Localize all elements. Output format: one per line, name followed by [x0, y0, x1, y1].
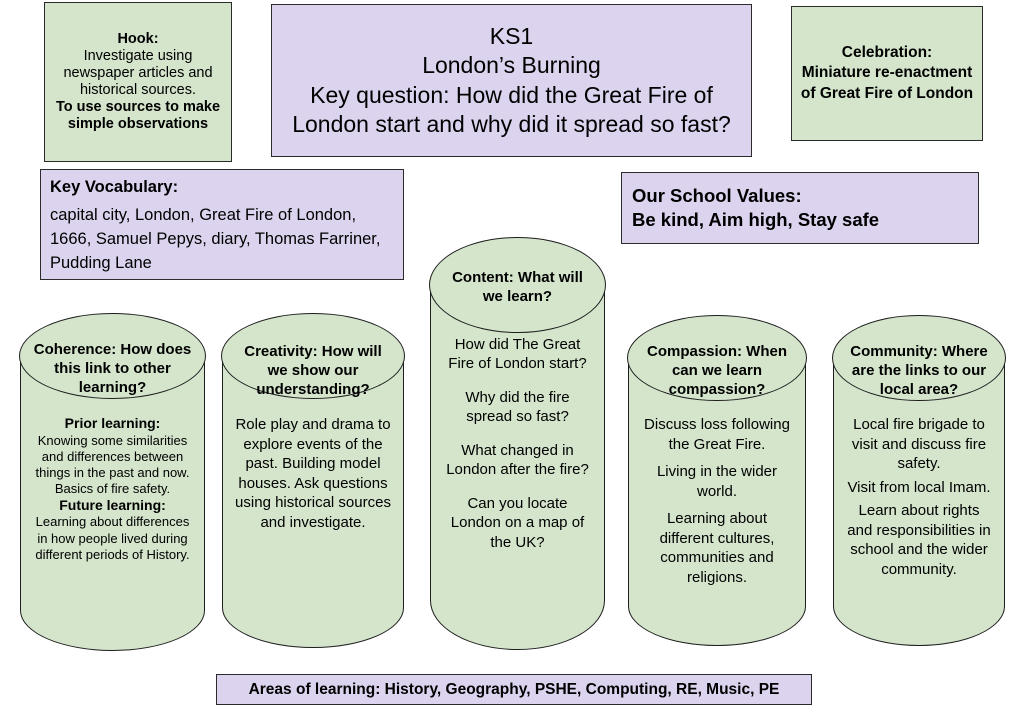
- coherence-title: Coherence: How does this link to other learning?: [33, 341, 192, 396]
- celebration-text: Miniature re-enactment of Great Fire of London: [800, 64, 974, 102]
- content-question-4: Can you locate London on a map of the UK?: [450, 494, 585, 551]
- coherence-cylinder: [20, 314, 205, 651]
- key-question-label: Key question: How did the Great Fire of London start and why did it spread so fast?: [292, 81, 731, 137]
- creativity-title: Creativity: How will we show our understanding?: [244, 343, 382, 398]
- title-box: [271, 4, 752, 157]
- community-point-3: Learn about rights and responsibilities in school and the wider community.: [847, 502, 991, 578]
- celebration-heading: Celebration:: [841, 44, 933, 62]
- content-cylinder: [430, 238, 605, 650]
- content-question-1: How did The Great Fire of London start?: [448, 335, 587, 372]
- school-values-box: [621, 172, 979, 244]
- hook-line-2: To use sources to make simple observations: [55, 99, 221, 133]
- content-question-3: What changed in London after the fire?: [446, 441, 589, 478]
- celebration-box: [791, 6, 983, 141]
- hook-box: [44, 2, 232, 162]
- community-title: Community: Where are the links to our local area?: [850, 343, 988, 398]
- community-point-2: Visit from local Imam.: [847, 478, 991, 496]
- content-title: Content: What will we learn?: [452, 269, 583, 305]
- areas-of-learning-box: [216, 674, 812, 705]
- hook-line-1: Investigate using newspaper articles and historical sources.: [63, 47, 213, 98]
- coherence-prior-text: Knowing some similarities and differences between things in the past and now. Basics of fire safety.: [35, 432, 190, 496]
- community-point-1: Local fire brigade to visit and discuss fire safety.: [851, 416, 987, 473]
- content-question-2: Why did the fire spread so fast?: [465, 388, 570, 425]
- school-values-text: Be kind, Aim high, Stay safe: [632, 209, 880, 230]
- compassion-point-1: Discuss loss following the Great Fire.: [644, 416, 790, 453]
- key-stage-label: KS1: [489, 22, 534, 49]
- coherence-future-label: Future learning:: [59, 497, 166, 514]
- creativity-cylinder: [222, 314, 404, 648]
- key-vocabulary-heading: Key Vocabulary:: [50, 178, 179, 196]
- hook-heading: Hook:: [117, 30, 159, 47]
- coherence-prior-label: Prior learning:: [64, 415, 161, 432]
- compassion-title: Compassion: When can we learn compassion?: [646, 343, 787, 398]
- compassion-point-2: Living in the wider world.: [656, 463, 778, 500]
- key-vocabulary-box: [40, 169, 404, 280]
- school-values-heading: Our School Values:: [632, 184, 802, 206]
- topic-label: London’s Burning: [422, 52, 601, 79]
- coherence-future-text: Learning about differences in how people lived during different periods of History.: [35, 514, 190, 562]
- areas-of-learning-text: Areas of learning: History, Geography, PSHE, Computing, RE, Music, PE: [248, 680, 780, 698]
- creativity-text: Role play and drama to explore events of the past. Building model houses. Ask questions using historical sources and investigate.: [235, 416, 391, 531]
- community-cylinder: [833, 316, 1005, 646]
- key-vocabulary-words: capital city, London, Great Fire of London, 1666, Samuel Pepys, diary, Thomas Farriner, Pudding Lane: [50, 205, 381, 272]
- compassion-point-3: Learning about different cultures, communities and religions.: [659, 510, 775, 586]
- compassion-cylinder: [628, 316, 806, 646]
